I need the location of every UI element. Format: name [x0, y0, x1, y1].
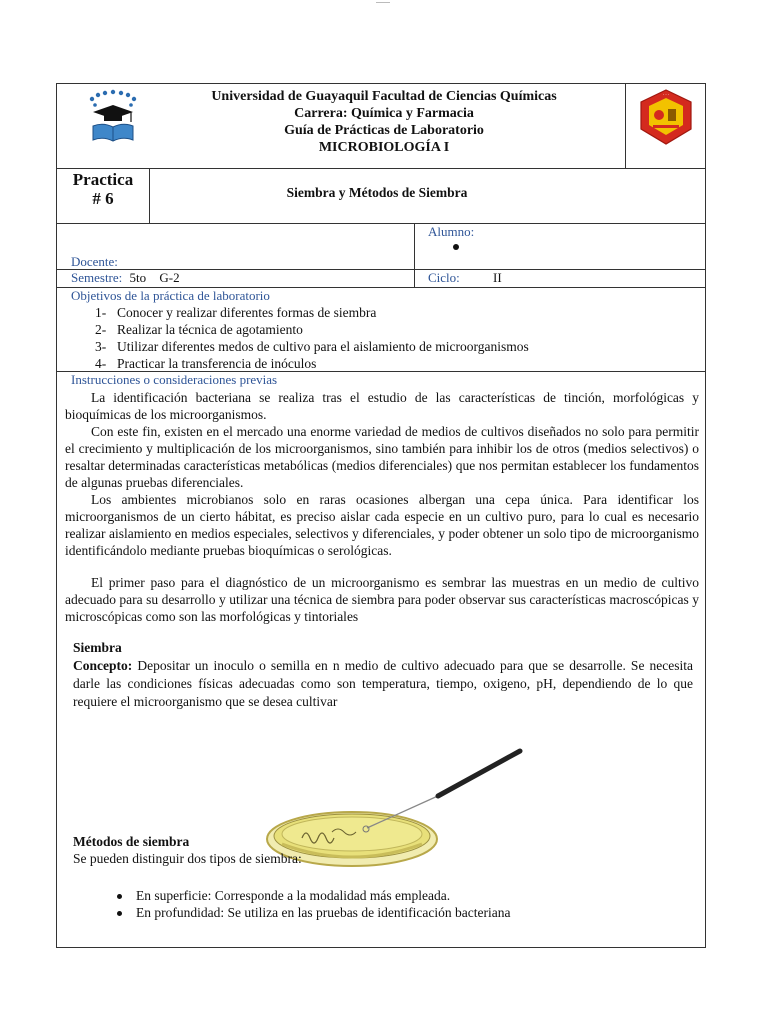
practice-label-cell — [57, 170, 149, 208]
practice-number: # 6 — [92, 189, 114, 208]
practice-title: Siembra y Métodos de Siembra — [286, 185, 468, 200]
page-top-marker — [376, 2, 390, 3]
semestre-row — [71, 270, 180, 286]
bullet-icon — [117, 894, 122, 899]
methods-title: Métodos de siembra — [73, 834, 190, 849]
siembra-concept — [73, 657, 693, 711]
concept-label: Concepto: — [73, 658, 133, 673]
ciclo-value: II — [493, 270, 502, 285]
info-divider — [414, 223, 415, 287]
header-guide: Guía de Prácticas de Laboratorio — [284, 123, 484, 138]
method-item: En superficie: Corresponde a la modalidad más empleada. — [117, 887, 677, 904]
row-divider — [57, 223, 705, 224]
siembra-title: Siembra — [73, 640, 122, 655]
header-career: Carrera: Química y Farmacia — [294, 106, 474, 121]
paragraph: El primer paso para el diagnóstico de un microorganismo es sembrar las muestras en un medio de cultivo adecuado para su desarrollo y utilizar una técnica de siembra para poder observar sus características macroscópicas y microscópicas como son las morfológicas y tintoriales — [65, 575, 699, 624]
paragraph: Los ambientes microbianos solo en raras ocasiones albergan una cepa única. Para identificar los microorganismos de un cierto hábitat, es preciso aislar cada especie en un cultivo puro, para lo cual es necesario realizar aislamiento en medios especiales, selectivos y diferenciales, y poder obtener un solo tipo de microorganismo identificándolo mediante pruebas bioquímicas o serológicas. — [65, 492, 699, 558]
header-divider — [625, 84, 626, 168]
ciclo-label: Ciclo: — [428, 270, 460, 285]
header-university: Universidad de Guayaquil Facultad de Ciencias Químicas — [211, 89, 557, 104]
methods-list — [117, 887, 677, 921]
concept-text: Depositar un inoculo o semilla en n medio de cultivo adecuado para que se desarrolle. Se necesita darle las condiciones físicas adecuadas como son temperatura, tiempo, oxigeno, pH, dependiendo de lo que requiere el microorganismo que se desea cultivar — [73, 658, 693, 709]
faculty-crest-icon — [635, 87, 697, 147]
objective-item: 2- Realizar la técnica de agotamiento — [95, 322, 303, 337]
practice-label: Practica — [72, 170, 134, 189]
grupo-value: G-2 — [159, 270, 180, 285]
paragraph: Con este fin, existen en el mercado una enorme variedad de medios de cultivos diseñados no solo para permitir el crecimiento y multiplicación de los microorganismos, sino también para inhibir los de otros (medios selectivos) o resaltar determinadas características metabólicas (medios diferenciales) que nos permitan establecer los fundamentos de algunas pruebas diferenciales. — [65, 424, 699, 490]
objective-item: 1- Conocer y realizar diferentes formas de siembra — [95, 305, 377, 320]
paragraph: La identificación bacteriana se realiza tras el estudio de las características de tinción, morfológicas y bioquímicas de los microorganismos. — [65, 390, 699, 422]
method-item: En profundidad: Se utiliza en las pruebas de identificación bacteriana — [117, 904, 677, 921]
objective-item: 4- Practicar la transferencia de inóculos — [95, 356, 317, 371]
header-title-block — [149, 88, 619, 156]
semestre-value: 5to — [129, 270, 147, 285]
docente-label: Docente: — [71, 254, 118, 269]
svg-text:· · ·: · · · — [662, 92, 670, 97]
university-logo-icon — [83, 88, 143, 150]
alumno-bullet — [453, 244, 459, 250]
row-divider — [57, 168, 705, 169]
objective-item: 3- Utilizar diferentes medos de cultivo para el aislamiento de microorganismos — [95, 339, 529, 354]
alumno-label: Alumno: — [428, 224, 475, 239]
semestre-label: Semestre: — [71, 270, 123, 285]
header-subject: MICROBIOLOGÍA I — [318, 140, 450, 155]
instructions-heading: Instrucciones o consideraciones previas — [71, 372, 278, 387]
lab-guide-document — [56, 83, 706, 948]
methods-intro: Se pueden distinguir dos tipos de siembra: — [73, 851, 302, 866]
objectives-heading: Objetivos de la práctica de laboratorio — [71, 288, 270, 303]
petri-dish-inoculation-loop-icon — [262, 742, 532, 872]
objectives-list — [95, 304, 695, 372]
ciclo-row — [428, 270, 502, 286]
bullet-icon — [117, 911, 122, 916]
